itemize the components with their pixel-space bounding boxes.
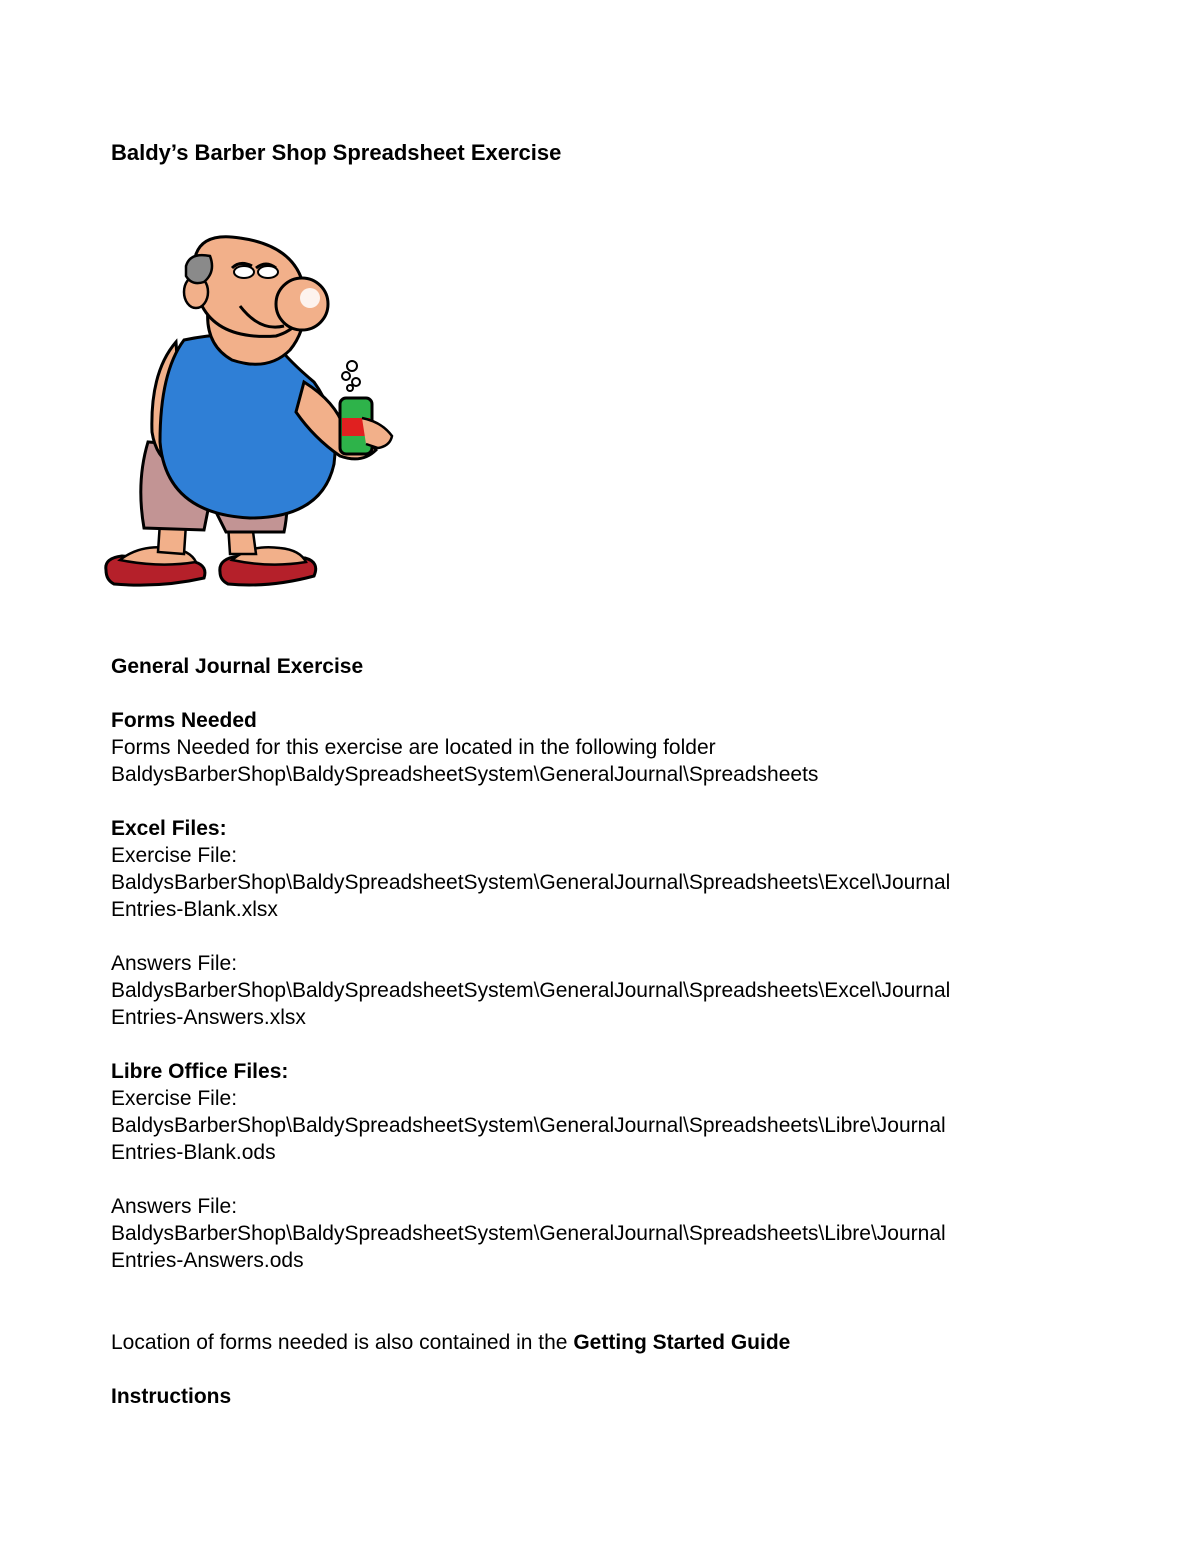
excel-exercise-path: BaldysBarberShop\BaldySpreadsheetSystem\GeneralJournal\Spreadsheets\Excel\Journal	[111, 871, 951, 894]
excel-answers-label: Answers File:	[111, 952, 238, 975]
forms-needed-text: Forms Needed for this exercise are located in the following folder	[111, 736, 716, 759]
excel-exercise-filename: Entries-Blank.xlsx	[111, 898, 278, 921]
document-title: Baldy’s Barber Shop Spreadsheet Exercise	[111, 140, 562, 165]
libre-exercise-filename: Entries-Blank.ods	[111, 1141, 276, 1164]
libre-answers-filename: Entries-Answers.ods	[111, 1249, 304, 1272]
getting-started-guide: Getting Started Guide	[573, 1331, 791, 1354]
location-note-text: Location of forms needed is also contained in the	[111, 1331, 574, 1354]
excel-answers-filename: Entries-Answers.xlsx	[111, 1006, 306, 1029]
excel-answers-path: BaldysBarberShop\BaldySpreadsheetSystem\GeneralJournal\Spreadsheets\Excel\Journal	[111, 979, 951, 1002]
libre-answers-label: Answers File:	[111, 1195, 238, 1218]
bald-man-clipart-icon	[100, 232, 400, 594]
forms-folder-path: BaldysBarberShop\BaldySpreadsheetSystem\GeneralJournal\Spreadsheets	[111, 763, 819, 786]
libre-exercise-label: Exercise File:	[111, 1087, 238, 1110]
forms-needed-heading: Forms Needed	[111, 709, 257, 732]
libre-files-heading: Libre Office Files:	[111, 1060, 289, 1083]
libre-exercise-path: BaldysBarberShop\BaldySpreadsheetSystem\GeneralJournal\Spreadsheets\Libre\Journal	[111, 1114, 946, 1137]
excel-files-heading: Excel Files:	[111, 817, 227, 840]
instructions-heading: Instructions	[111, 1385, 232, 1408]
location-note	[111, 1329, 790, 1356]
excel-exercise-label: Exercise File:	[111, 844, 238, 867]
libre-answers-path: BaldysBarberShop\BaldySpreadsheetSystem\GeneralJournal\Spreadsheets\Libre\Journal	[111, 1222, 946, 1245]
section-heading: General Journal Exercise	[111, 655, 364, 678]
